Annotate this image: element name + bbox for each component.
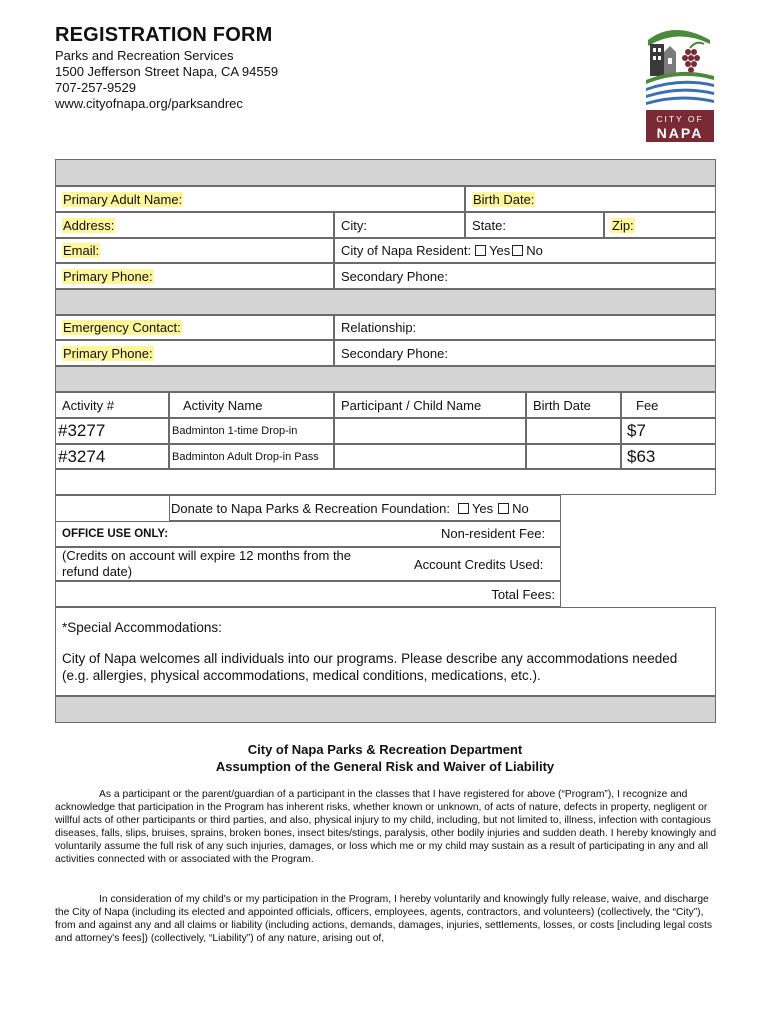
header-fee-text: Fee (636, 397, 659, 413)
email-field[interactable] (55, 238, 334, 263)
state-label: State: (472, 217, 506, 233)
relationship-label: Relationship: (341, 320, 417, 335)
address-field[interactable] (55, 212, 334, 238)
resident-no-checkbox[interactable] (512, 245, 523, 256)
secondary-phone-label: Secondary Phone: (341, 268, 448, 284)
waiver-title-1: City of Napa Parks & Recreation Department (247, 742, 523, 757)
resident-yes-checkbox[interactable] (475, 245, 486, 256)
org-name: Parks and Recreation Services (55, 48, 234, 63)
email-label: Email: (63, 243, 100, 258)
logo-bottom-text: NAPA (656, 125, 704, 141)
address-label: Address: (63, 217, 115, 233)
activity-number-1: #3277 (58, 421, 106, 440)
donate-yes-checkbox[interactable] (458, 503, 469, 514)
primary-adult-name-label: Primary Adult Name: (63, 191, 183, 207)
primary-phone-label: Primary Phone: (63, 268, 153, 284)
resident-no-label: No (526, 243, 543, 258)
city-field[interactable] (334, 212, 465, 238)
zip-label: Zip: (612, 217, 634, 233)
zip-field[interactable] (604, 212, 716, 238)
header-birth-date-text: Birth Date (533, 397, 591, 413)
org-phone: 707-257-9529 (55, 80, 136, 95)
donate-spacer (55, 495, 169, 521)
primary-adult-name-field[interactable] (55, 186, 465, 212)
table-row-birth-date[interactable] (526, 444, 621, 469)
table-row-participant[interactable] (334, 418, 526, 444)
org-address: 1500 Jefferson Street Napa, CA 94559 (55, 64, 279, 79)
table-row-empty[interactable] (55, 469, 716, 495)
birth-date-label: Birth Date: (473, 191, 535, 207)
office-use-label: OFFICE USE ONLY: (62, 528, 169, 540)
table-row-fee[interactable] (621, 444, 716, 469)
emergency-contact-field[interactable] (55, 315, 334, 340)
city-label: City: (341, 217, 367, 233)
resident-label: City of Napa Resident: (341, 243, 472, 258)
emergency-primary-phone-label: Primary Phone: (63, 345, 153, 361)
table-row-activity-number[interactable] (55, 418, 169, 444)
table-row-activity-number[interactable] (55, 444, 169, 469)
secondary-phone-field[interactable] (334, 263, 716, 289)
emergency-primary-phone-field[interactable] (55, 340, 334, 366)
section-band-bottom (55, 696, 716, 723)
logo-top-text: CITY OF (656, 114, 704, 124)
header-birth-date (526, 392, 621, 418)
total-fees-row (55, 581, 561, 607)
section-band-activities (55, 366, 716, 392)
relationship-field[interactable] (334, 315, 716, 340)
accommodations-box[interactable] (55, 607, 716, 696)
donate-label: Donate to Napa Parks & Recreation Foundation: (171, 500, 450, 516)
waiver-paragraph-2-text: In consideration of my child's or my participation in the Program, I hereby voluntarily and knowingly fully release, waive, and discharge the City of Napa (including its elected and appointed officials, officers, employees, agents, contractors, and volunteers) (collectively, the “City”), from and against any and all claims or liability (including actions, demands, damages, injuries, settlements, losses, or costs [including legal costs and attorney's fees]) (collectively, “Liability”) of any nature, arising out of, (55, 894, 713, 944)
total-fees-label: Total Fees: (491, 586, 555, 602)
table-row-activity-name[interactable] (169, 444, 334, 469)
activity-name-1: Badminton 1-time Drop-in (172, 425, 298, 437)
accommodations-text: City of Napa welcomes all individuals into our programs. Please describe any accommodations needed (e.g. allergies, physical accommodations, medical conditions, medications, etc.). (62, 651, 678, 683)
table-row-participant[interactable] (334, 444, 526, 469)
donate-field (169, 495, 561, 521)
section-band-top (55, 159, 716, 186)
emergency-contact-label: Emergency Contact: (63, 320, 181, 335)
fee-2: $63 (627, 446, 656, 466)
donate-no-label: No (512, 500, 529, 516)
nonresident-fee-label: Non-resident Fee: (441, 526, 546, 541)
accommodations-label: *Special Accommodations: (62, 620, 222, 635)
waiver-paragraph-2 (55, 893, 717, 945)
table-row-fee[interactable] (621, 418, 716, 444)
credits-note: (Credits on account will expire 12 months from the refund date) (62, 548, 352, 579)
waiver-paragraph-1 (55, 788, 717, 866)
activity-number-2: #3274 (58, 446, 106, 466)
header-activity-name (169, 392, 334, 418)
birth-date-field[interactable] (465, 186, 716, 212)
state-field[interactable] (465, 212, 604, 238)
header-fee (621, 392, 716, 418)
activity-name-2: Badminton Adult Drop-in Pass (172, 450, 319, 463)
header-activity-number (55, 392, 169, 418)
waiver-paragraph-1-text: As a participant or the parent/guardian of a participant in the classes that I have registered for above (“Program”), I recognize and acknowledge that participation in the Program has inherent risks, whether known or unknown, of acts of nature, defects in property, negligent or willful acts of other participants or third parties, and also, physical injury to my child, including, but not limited to, illness, infection with contagious diseases, falls, slips, bruises, sprains, broken bones, insect bites/stings, paralysis, other bodily injuries and sudden death. I hereby knowingly and voluntarily assume the full risk of any such injuries, damages, or loss which me or my child may sustain as a result of participating in any and all activities connected with or associated with the Program. (55, 789, 717, 865)
section-band-emergency (55, 289, 716, 315)
city-of-napa-logo (644, 22, 716, 144)
form-title: REGISTRATION FORM (55, 24, 273, 46)
header-activity-name-text: Activity Name (183, 397, 263, 413)
emergency-secondary-phone-label: Secondary Phone: (341, 345, 448, 361)
table-row-activity-name[interactable] (169, 418, 334, 444)
waiver-title-2: Assumption of the General Risk and Waiver of Liability (215, 759, 555, 774)
emergency-secondary-phone-field[interactable] (334, 340, 716, 366)
header-participant-name-text: Participant / Child Name (341, 397, 482, 413)
donate-no-checkbox[interactable] (498, 503, 509, 514)
org-website[interactable]: www.cityofnapa.org/parksandrec (55, 96, 243, 111)
resident-yes-label: Yes (489, 243, 511, 258)
donate-yes-label: Yes (471, 500, 494, 516)
resident-field (334, 238, 716, 263)
fee-1: $7 (627, 421, 646, 440)
header-participant-name (334, 392, 526, 418)
table-row-birth-date[interactable] (526, 418, 621, 444)
header-activity-number-text: Activity # (62, 397, 115, 413)
account-credits-label: Account Credits Used: (414, 557, 544, 572)
primary-phone-field[interactable] (55, 263, 334, 289)
